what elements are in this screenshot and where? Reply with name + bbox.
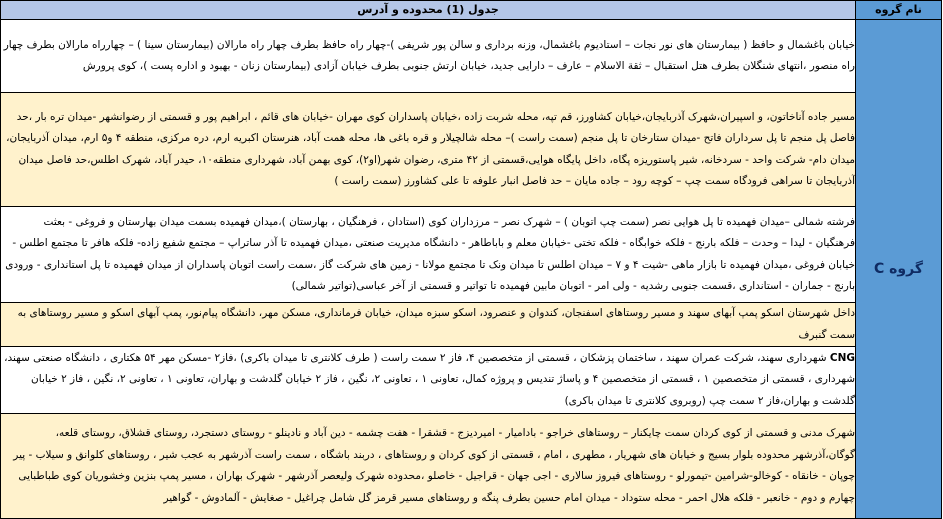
table-row xyxy=(1,303,942,347)
table-title-header: جدول (1) محدوده و آدرس xyxy=(1,1,856,20)
table-row xyxy=(1,20,942,93)
table-row xyxy=(1,207,942,303)
cng-label: CNG xyxy=(829,351,855,364)
address-cell-2: مسیر جاده آناخاتون، و اسپیران،شهرک آذربایجان،خیابان کشاورز، قم تپه، محله شربت زاده ،خیابان پاسداران کوی مهران -خیابان های قائم ، ابراهیم پور و قسمتی از رضوانشهر -میدان تره بار ،حد فاصل پل منجم تا پل سرداران فاتح -میدان ستارخان تا پل منجم (سمت راست )– محله شالچیلار و قره باغی ها، محله همت آباد، هنرستان اکبریه ارم، دره مرکزی، منطقه ۴ و۵ ارم، میدان آذربایجان، میدان دام- شرکت واحد - سردخانه، شیر پاستوریزه پگاه، داخل پایگاه هوایی،قسمتی از ۴۲ متری، رضوان شهر(او۲)، کوی بهمن آباد، شهرداری منطقه۱۰، حیدر آباد، شهرک اطلس،حد فاصل میدان آذربایجان تا سراهی فرودگاه سمت چپ – کوچه رود – جاده مایان – حد فاصل انبار علوفه تا علی کشاورز (سمت راست ) xyxy=(1,93,856,207)
address-cell-3: فرشته شمالی –میدان فهمیده تا پل هوایی نصر (سمت چپ اتوبان ) – شهرک نصر – مرزداران کوی (استادان ، فرهنگیان ، بهارستان )،میدان فهمیده بسمت میدان بهارستان و فروغی - بعثت فرهنگیان - لیدا – وحدت – فلکه بارنج - فلکه خوابگاه - فلکه تختی -خیابان معلم و باباطاهر - دانشگاه مدیریت صنعتی ،میدان فهمیده تا آذر ساتراپ – مجتمع شفیع زاده- فلکه هافر تا مجتمع اطلس - خیابان فروغی ،میدان فهمیده تا بازار ماهی -شیت ۴ و ۷ – میدان اطلس تا میدان ونک تا مجتمع مولانا - زمین های شرکت گاز ،سمت راست اتوبان پاسداران از میدان فهمیده تا پل استانداری - ورودی بارنج - جماران - استانداری ،قسمت جنوبی رشدیه - ولی امر - اتوبان مابین فهمیده تا تواتیر و قسمتی از آخر عباسی(تواتیر شمالی) xyxy=(1,207,856,303)
table-row xyxy=(1,93,942,207)
address-cell-1: خیابان باغشمال و حافظ ( بیمارستان های نور نجات – استادیوم باغشمال، وزنه برداری و سالن پور شریفی )-چهار راه حافظ بطرف چهار راه مارالان (بیمارستان سینا ) – چهارراه مارالان بطرف چهار راه منصور ،انتهای شنگلان بطرف هتل استقبال – ثقة الاسلام – عارف – دارایی جدید، خیابان ارتش جنوبی بطرف خیابان آزادی (بیمارستان زنان - بهبود و اداره پست )، کوی پرورش xyxy=(1,20,856,93)
table-row xyxy=(1,414,942,519)
address-cell-6: شهرک مدنی و قسمتی از کوی کردان سمت چایکنار – روستاهای خراجو - بادامیار - امیردیزج - قشقرا - هفت چشمه - دین آباد و نادینلو - روستای دستجرد، روستای قشلاق، روستای قلعه، گوگان،آذرشهر محدوده بلوار بسیج و خیابان های شهریار ، مطهری ، امام ، قسمتی از کوی کردان و روستاهای ، دربند باشگاه ، سمت راست آذرشهر به عجب شیر ، روستاهای کلوانق و سیلاب - پیر چوپان - خانقاه - کوخالو-شرامین -تیمورلو - روستاهای فیروز سالاری - اجی جهان - قراجیل - خاصلو ،محدوده شهرک ولیعصر آذرشهر - شهرک بهاران ، مسیر پمپ بنزین وخشوریان کوی طباطبایی چهارم و دوم - خانعبر - فلکه هلال احمر - محله ستوداد - میدان امام حسین بطرف پنگه و روستاهای مسیر قرمز گل شامل چراغیل - صغایش - آلمادوش - گواهیر xyxy=(1,414,856,519)
address-cell-4: داخل شهرستان اسکو پمپ آبهای سهند و مسیر روستاهای اسفنجان، کندوان و عنصرود، اسکو سبزه میدان، خیابان فرمانداری، مسکن مهر، دانشگاه پیام‌نور، پمپ آبهای اسکو و مسیر روستاهای به سمت گنبرف xyxy=(1,303,856,347)
address-cell-5 xyxy=(1,347,856,414)
table-header-row xyxy=(1,1,942,20)
address-text-5: شهرداری سهند، شرکت عمران سهند ، ساختمان پزشکان ، قسمتی از متخصصین ۴، فاز ۲ سمت راست ( طرف کلانتری تا میدان باکری) ،فاز۲ -مسکن مهر ۵۴ هکتاری ، دانشگاه صنعتی سهند، شهرداری ، قسمتی از متخصصین ۱ ، قسمتی از متخصصین ۴ و پاساژ تندیس و پروژه کمال، تعاونی ۱ ، تعاونی ۲، نگین ، فاز ۲ خیابان گلدشت و بهاران، تعاونی ۱ ، تعاونی ۲، نگین ، فاز ۲ خیابان گلدشت و بهاران،فاز ۲ سمت چپ (روبروی کلانتری تا میدان باکری) xyxy=(4,351,855,407)
table-row xyxy=(1,347,942,414)
group-label-cell: گروه C xyxy=(856,20,942,519)
group-name-header: نام گروه xyxy=(856,1,942,20)
